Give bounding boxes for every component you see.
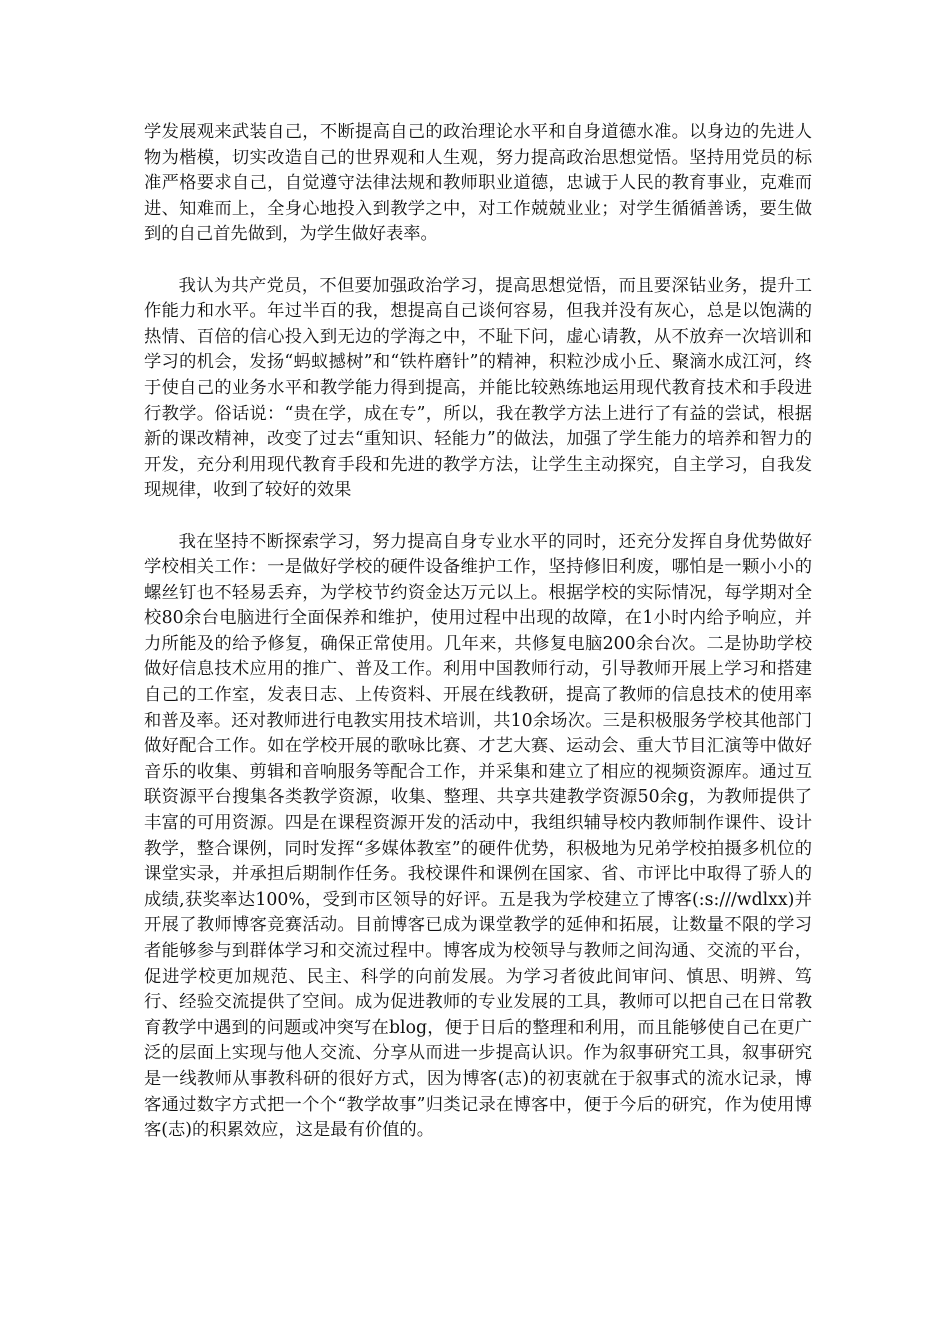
paragraph-study-and-skills: 我认为共产党员，不但要加强政治学习，提高思想觉悟，而且要深钻业务，提升工作能力和水平。年过半百的我，想提高自己谈何容易，但我并没有灰心，总是以饱满的热情、百倍的信心投入到无边的学海之中，不耻下问，虚心请教，从不放弃一次培训和学习的机会，发扬“蚂蚁撼树”和“铁杵磨针”的精神，积粒沙成小丘、聚滴水成江河，终于使自己的业务水平和教学能力得到提高，并能比较熟练地运用现代教育技术和手段进行教学。俗话说：“贵在学，成在专”，所以，我在教学方法上进行了有益的尝试，根据新的课改精神，改变了过去“重知识、轻能力”的做法，加强了学生能力的培养和智力的开发，充分利用现代教育手段和先进的教学方法，让学生主动探究，自主学习，自我发现规律，收到了较好的效果 — [144, 275, 812, 501]
paragraph-continued: 学发展观来武装自己，不断提高自己的政治理论水平和自身道德水准。以身边的先进人物为楷模，切实改造自己的世界观和人生观，努力提高政治思想觉悟。坚持用党员的标准严格要求自己，自觉遵守法律法规和教师职业道德，忠诚于人民的教育事业，克难而进、知难而上，全身心地投入到教学之中，对工作兢兢业业；对学生循循善诱，要生做到的自己首先做到，为学生做好表率。 — [144, 122, 812, 245]
document-body — [144, 120, 812, 1144]
paragraph-school-work: 我在坚持不断探索学习，努力提高自身专业水平的同时，还充分发挥自身优势做好学校相关工作：一是做好学校的硬件设备维护工作，坚持修旧利废，哪怕是一颗小小的螺丝钉也不轻易丢弃，为学校节约资金达万元以上。根据学校的实际情况，每学期对全校80余台电脑进行全面保养和维护，使用过程中出现的故障，在1小时内给予响应，并力所能及的给予修复，确保正常使用。几年来，共修复电脑200余台次。二是协助学校做好信息技术应用的推广、普及工作。利用中国教师行动，引导教师开展上学习和搭建自己的工作室，发表日志、上传资料、开展在线教研，提高了教师的信息技术的使用率和普及率。还对教师进行电教实用技术培训，共10余场次。三是积极服务学校其他部门做好配合工作。如在学校开展的歌咏比赛、才艺大赛、运动会、重大节目汇演等中做好音乐的收集、剪辑和音响服务等配合工作，并采集和建立了相应的视频资源库。通过互联资源平台搜集各类教学资源，收集、整理、共享共建教学资源50余g，为教师提供了丰富的可用资源。四是在课程资源开发的活动中，我组织辅导校内教师制作课件、设计教学，整合课例，同时发挥“多媒体教室”的硬件优势，积极地为兄弟学校拍摄多机位的课堂实录，并承担后期制作任务。我校课件和课例在国家、省、市评比中取得了骄人的成绩,获奖率达100%，受到市区领导的好评。五是我为学校建立了博客(:s:///wdlxx)并开展了教师博客竞赛活动。目前博客已成为课堂教学的延伸和拓展，让数量不限的学习者能够参与到群体学习和交流过程中。博客成为校领导与教师之间沟通、交流的平台，促进学校更加规范、民主、科学的向前发展。为学习者彼此间审问、慎思、明辨、笃行、经验交流提供了空间。成为促进教师的专业发展的工具，教师可以把自己在日常教育教学中遇到的问题或冲突写在blog，便于日后的整理和利用，而且能够使自己在更广泛的层面上实现与他人交流、分享从而进一步提高认识。作为叙事研究工具，叙事研究是一线教师从事教科研的很好方式，因为博客(志)的初衷就在于叙事式的流水记录，博客通过数字方式把一个个“教学故事”归类记录在博客中，便于今后的研究，作为使用博客(志)的积累效应，这是最有价值的。 — [144, 531, 812, 1141]
